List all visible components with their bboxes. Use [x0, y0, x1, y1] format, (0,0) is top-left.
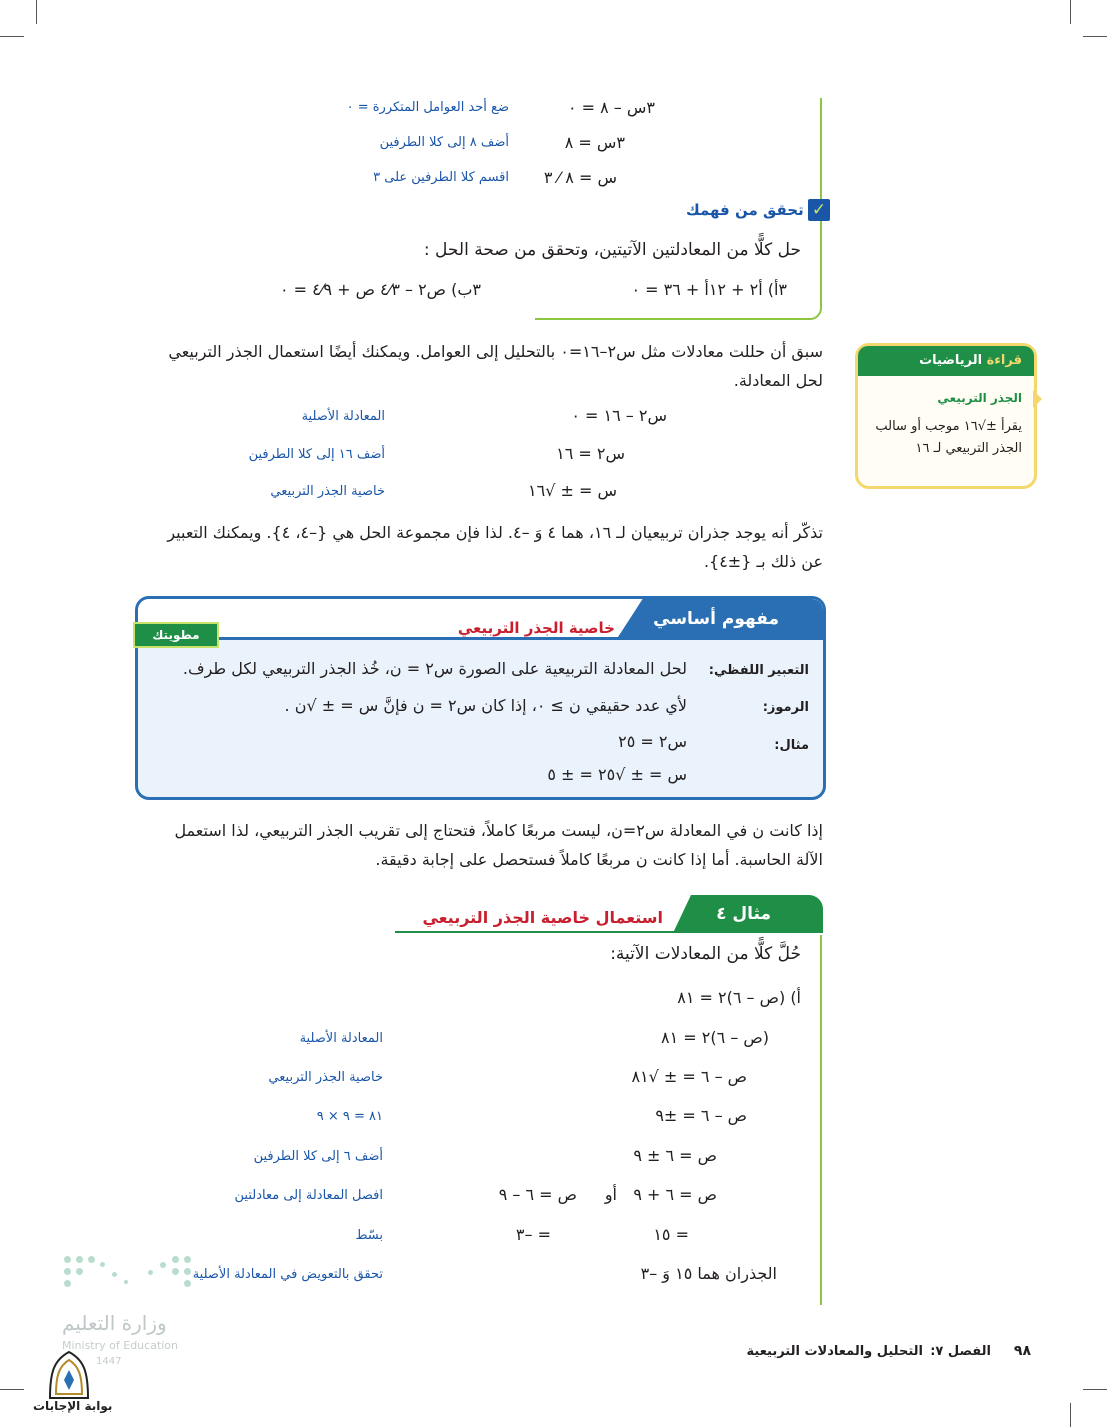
concept-row-label: التعبير اللفظي: [708, 663, 809, 678]
example-step-equation: ص – ٦ = ± √٨١ [631, 1067, 747, 1086]
page-number: ٩٨ [1013, 1343, 1031, 1359]
concept-row-value: س٢ = ٢٥ [618, 732, 687, 751]
intro-paragraph: سبق أن حللت معادلات مثل س٢–١٦=٠ بالتحليل إلى العوامل. ويمكنك أيضًا استعمال الجذر التربيعي لحل المعادلة. [168, 342, 823, 390]
example-step-note: بسّط [355, 1228, 383, 1243]
problem-3b: ٣ب) ص٢ – ٤⁄٣ ص + ٤⁄٩ = ٠ [280, 280, 481, 299]
check-instruction: حل كلًّا من المعادلتين الآتيتين، وتحقق من صحة الحل : [423, 240, 801, 260]
sidebar-title-part2: الرياضيات [919, 353, 983, 368]
concept-title: مفهوم أساسي [653, 609, 779, 629]
site-name: بوابة الإجابات [33, 1399, 113, 1413]
check-step-note: اقسم كلا الطرفين على ٣ [373, 170, 509, 185]
check-step-equation: ٣س = ٨ [564, 133, 625, 152]
example-step-equation: ص = ٦ ± ٩ [633, 1146, 717, 1165]
crop-mark [1070, 1403, 1071, 1427]
example-alt-equation: ص = ٦ – ٩ [498, 1185, 577, 1204]
intro-step-note: أضف ١٦ إلى كلا الطرفين [248, 447, 385, 462]
concept-header-line [138, 637, 823, 640]
example-number: مثال ٤ [716, 904, 771, 924]
key-concept-box [135, 596, 826, 800]
concept-row-value: س = ± √٢٥ = ± ٥ [547, 765, 687, 784]
example-alt-result: = –٣ [515, 1225, 551, 1244]
intro-step-equation: س٢ – ١٦ = ٠ [571, 406, 667, 425]
example-step-equation: (ص – ٦)٢ = ٨١ [661, 1028, 769, 1047]
crop-mark [1083, 1389, 1107, 1390]
check-step-equation: س = ٨ ⁄ ٣ [543, 168, 617, 187]
foldable-caption: أضف إلى [160, 604, 206, 615]
sidebar-tag-marker [1033, 390, 1042, 408]
approximation-paragraph: إذا كانت ن في المعادلة س٢=ن، ليست مربعًا كاملاً، فتحتاج إلى تقريب الجذر التربيعي، لذا استعمل الآلة الحاسبة. أما إذا كانت ن مربعًا كاملاً فستحصل على إجابة دقيقة. [174, 821, 823, 869]
check-step-note: ضع أحد العوامل المتكررة = ٠ [346, 100, 509, 115]
example-side-rule [820, 935, 822, 1305]
crop-mark [1083, 36, 1107, 37]
example-step-note: ٨١ = ٩ × ٩ [316, 1109, 383, 1124]
crop-mark [0, 36, 24, 37]
ministry-year: 1447 [96, 1356, 122, 1367]
intro-paragraph-2: تذكّر أنه يوجد جذران تربيعيان لـ ١٦، هما ٤ وَ –٤. لذا فإن مجموعة الحل هي {–٤، ٤}. ويمكنك التعبير عن ذلك بـ {±٤}. [167, 523, 823, 571]
concept-row-label: مثال: [774, 738, 809, 753]
example-step-note: أضف ٦ إلى كلا الطرفين [253, 1149, 383, 1164]
intro-step-note: خاصية الجذر التربيعي [270, 484, 385, 499]
ministry-name-english: Ministry of Education [62, 1339, 179, 1352]
intro-step-equation: س = ± √١٦ [528, 481, 617, 500]
example-step-note: خاصية الجذر التربيعي [268, 1070, 383, 1085]
check-title: تحقق من فهمك [686, 201, 804, 219]
concept-subtitle: خاصية الجذر التربيعي [457, 619, 615, 637]
example-step-equation: ص = ٦ + ٩ [633, 1185, 717, 1204]
chapter-title: التحليل والمعادلات التربيعية [746, 1344, 923, 1359]
sidebar-title-part1: قراءة [986, 353, 1022, 368]
chapter-label: الفصل ٧: [930, 1344, 991, 1359]
checkmark-icon: ✓ [808, 199, 830, 221]
example-title: استعمال خاصية الجذر التربيعي [422, 908, 663, 927]
problem-3a: ٣أ) أ٢ + ١٢أ + ٣٦ = ٠ [631, 280, 787, 299]
example-step-equation: الجذران هما ١٥ وَ –٣ [640, 1264, 777, 1283]
concept-row-value: لأي عدد حقيقي ن ≥ ٠، إذا كان س٢ = ن فإنَّ س = ± √ن . [284, 696, 687, 715]
check-step-equation: ٣س – ٨ = ٠ [567, 98, 655, 117]
example-step-equation: ص – ٦ = ±٩ [655, 1106, 747, 1125]
concept-row-value: لحل المعادلة التربيعية على الصورة س٢ = ن، خُذ الجذر التربيعي لكل طرف. [182, 659, 687, 678]
crop-mark [0, 1389, 24, 1390]
example-step-note: افصل المعادلة إلى معادلتين [234, 1188, 383, 1203]
intro-step-note: المعادلة الأصلية [301, 409, 385, 424]
crop-mark [36, 0, 37, 24]
ministry-name-arabic: وزارة التعليم [62, 1311, 167, 1335]
sidebar-text: يقرأ ±√١٦ موجب أو سالب الجذر التربيعي لـ ١٦ [875, 419, 1022, 456]
example-or-word: أو [604, 1185, 617, 1204]
sidebar-header [858, 346, 1034, 376]
crop-mark [1070, 0, 1071, 24]
example-instruction: حُلَّ كلًّا من المعادلات الآتية: [610, 944, 801, 964]
example-header [395, 895, 823, 935]
example-step-note: تحقق بالتعويض في المعادلة الأصلية [192, 1267, 383, 1282]
example-part-a: أ) (ص – ٦)٢ = ٨١ [677, 988, 801, 1007]
sidebar-tag: الجذر التربيعي [937, 391, 1022, 405]
foldable-tab: مطويتك [133, 622, 219, 648]
example-step-note: المعادلة الأصلية [299, 1031, 383, 1046]
math-reading-sidebar [855, 343, 1037, 489]
concept-row-label: الرموز: [762, 700, 809, 715]
check-step-note: أضف ٨ إلى كلا الطرفين [379, 135, 509, 150]
site-logo-icon [46, 1350, 92, 1400]
intro-step-equation: س٢ = ١٦ [556, 444, 625, 463]
example-step-equation: = ١٥ [653, 1225, 689, 1244]
